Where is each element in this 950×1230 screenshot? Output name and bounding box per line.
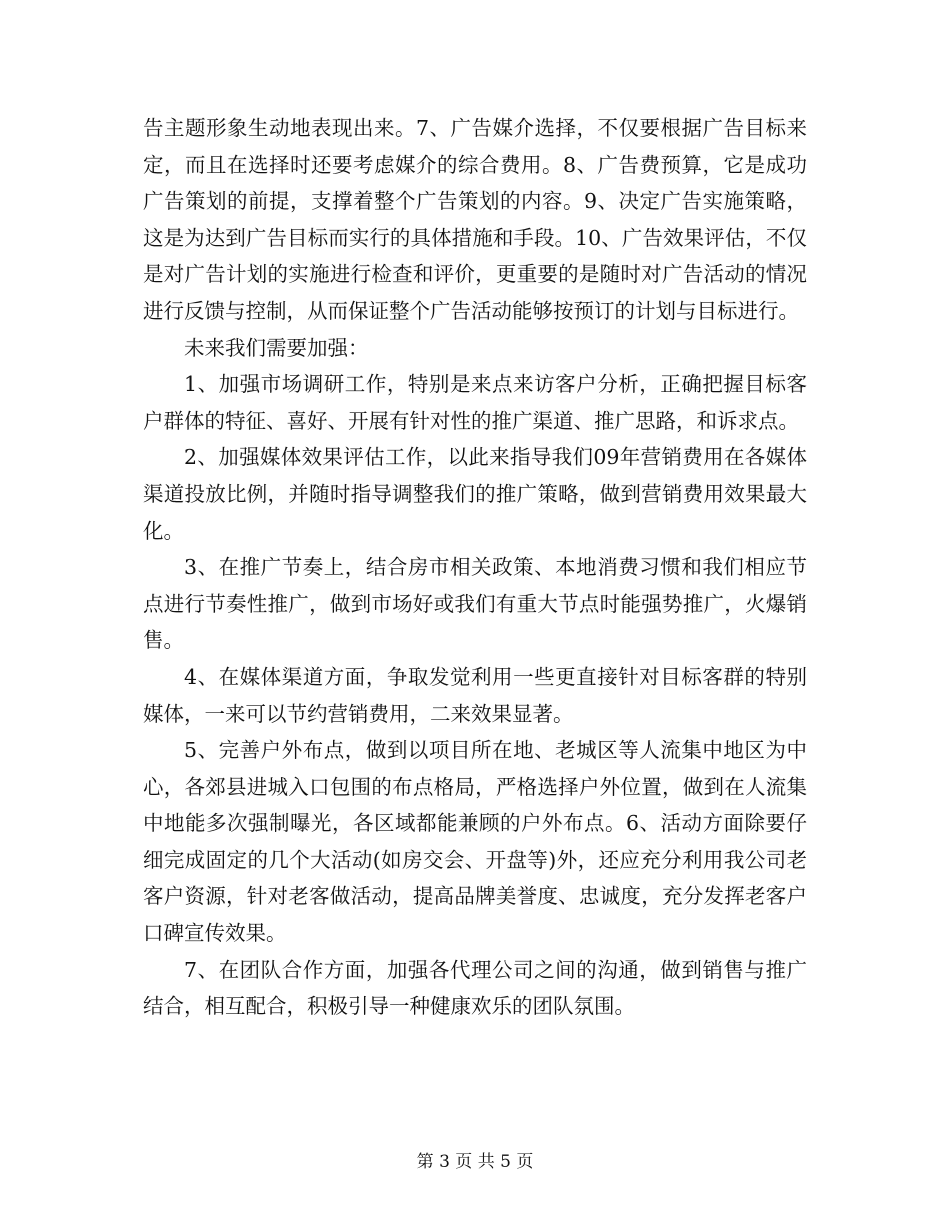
page-number-footer: 第 3 页 共 5 页 <box>416 1152 534 1172</box>
paragraph-ad-planning-steps: 告主题形象生动地表现出来。7、广告媒介选择，不仅要根据广告目标来定，而且在选择时还要考虑媒介的综合费用。8、广告费预算，它是成功广告策划的前提，支撑着整个广告策划的内容。9、决定广告实施策略，这是为达到广告目标而实行的具体措施和手段。10、广告效果评估，不仅是对广告计划的实施进行检查和评价，更重要的是随时对广告活动的情况进行反馈与控制，从而保证整个广告活动能够按预订的计划与目标进行。 <box>143 116 807 323</box>
paragraph-item-1-market-research: 1、加强市场调研工作，特别是来点来访客户分析，正确把握目标客户群体的特征、喜好、开展有针对性的推广渠道、推广思路，和诉求点。 <box>143 372 807 433</box>
paragraph-item-5-outdoor-layout: 5、完善户外布点，做到以项目所在地、老城区等人流集中地区为中心，各郊县进城入口包围的布点格局，严格选择户外位置，做到在人流集中地能多次强制曝光，各区域都能兼顾的户外布点。6、活动方面除要仔细完成固定的几个大活动(如房交会、开盘等)外，还应充分利用我公司老客户资源，针对老客做活动，提高品牌美誉度、忠诚度，充分发挥老客户口碑宣传效果。 <box>143 738 807 946</box>
paragraph-future-heading: 未来我们需要加强： <box>184 335 369 360</box>
paragraph-item-3-promotion-rhythm: 3、在推广节奏上，结合房市相关政策、本地消费习惯和我们相应节点进行节奏性推广，做到市场好或我们有重大节点时能强势推广，火爆销售。 <box>143 555 807 653</box>
paragraph-item-4-media-channels: 4、在媒体渠道方面，争取发觉利用一些更直接针对目标客群的特别媒体，一来可以节约营销费用，二来效果显著。 <box>143 664 807 726</box>
document-body <box>143 110 807 1025</box>
paragraph-item-7-teamwork: 7、在团队合作方面，加强各代理公司之间的沟通，做到销售与推广结合，相互配合，积极引导一种健康欢乐的团队氛围。 <box>143 957 807 1019</box>
paragraph-item-2-media-evaluation: 2、加强媒体效果评估工作，以此来指导我们09年营销费用在各媒体渠道投放比例，并随时指导调整我们的推广策略，做到营销费用效果最大化。 <box>143 445 807 543</box>
